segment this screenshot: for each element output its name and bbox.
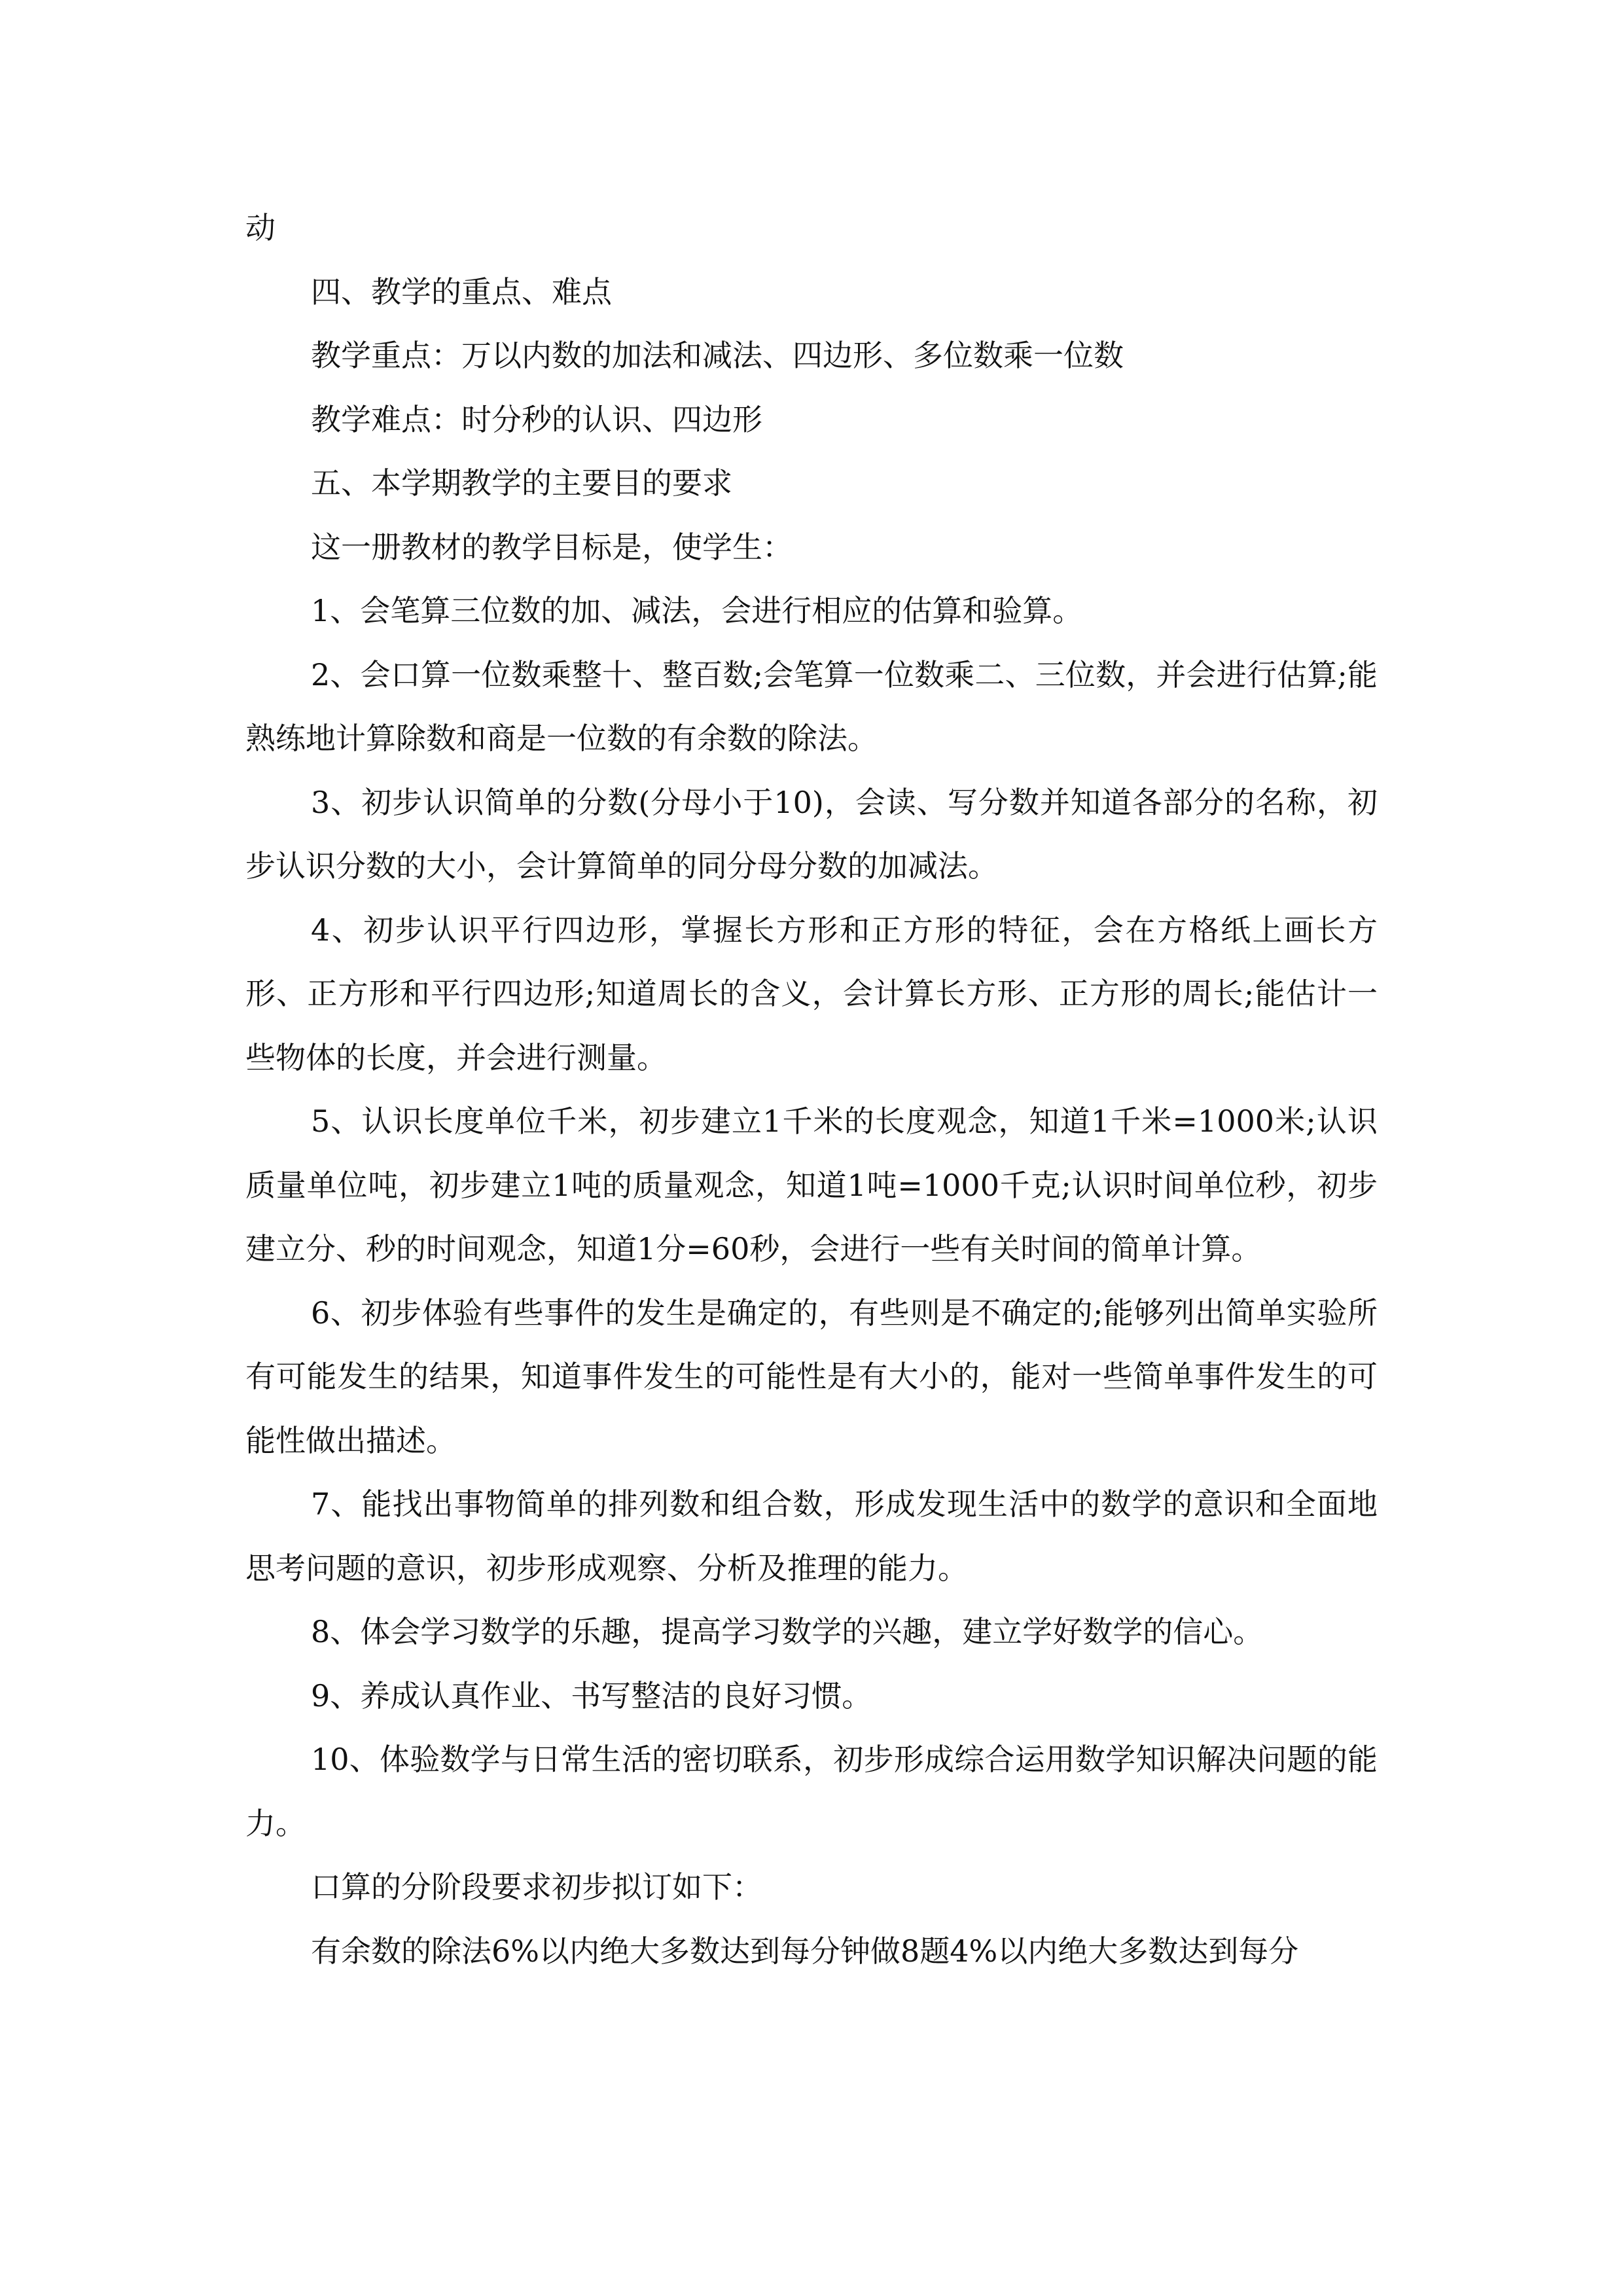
document-page <box>245 196 1378 1983</box>
list-item-objective-6: 6、初步体验有些事件的发生是确定的，有些则是不确定的;能够列出简单实验所有可能发生的结果，知道事件发生的可能性是有大小的，能对一些简单事件发生的可能性做出描述。 <box>245 1295 1378 1458</box>
list-item-objective-5: 5、认识长度单位千米，初步建立1千米的长度观念，知道1千米=1000米;认识质量单位吨，初步建立1吨的质量观念，知道1吨=1000千克;认识时间单位秒，初步建立分、秒的时间观念，知道1分=60秒，会进行一些有关时间的简单计算。 <box>245 1103 1378 1266</box>
list-item-objective-8: 8、体会学习数学的乐趣，提高学习数学的兴趣，建立学好数学的信心。 <box>311 1614 1264 1649</box>
paragraph-teaching-difficulty: 教学难点：时分秒的认识、四边形 <box>311 401 762 437</box>
list-item-objective-10: 10、体验数学与日常生活的密切联系，初步形成综合运用数学知识解决问题的能力。 <box>245 1742 1378 1841</box>
paragraph-oral-calc-division: 有余数的除法6%以内绝大多数达到每分钟做8题4%以内绝大多数达到每分 <box>311 1933 1299 1969</box>
section-heading-objectives: 五、本学期教学的主要目的要求 <box>311 465 732 501</box>
list-item-objective-9: 9、养成认真作业、书写整洁的良好习惯。 <box>311 1677 872 1713</box>
list-item-objective-2: 2、会口算一位数乘整十、整百数;会笔算一位数乘二、三位数，并会进行估算;能熟练地计算除数和商是一位数的有余数的除法。 <box>245 656 1378 756</box>
list-item-objective-3: 3、初步认识简单的分数(分母小于10)，会读、写分数并知道各部分的名称，初步认识分数的大小，会计算简单的同分母分数的加减法。 <box>245 784 1378 884</box>
paragraph-oral-calc-intro: 口算的分阶段要求初步拟订如下： <box>311 1869 762 1905</box>
section-heading-key-points: 四、教学的重点、难点 <box>311 274 612 310</box>
list-item-objective-1: 1、会笔算三位数的加、减法，会进行相应的估算和验算。 <box>311 593 1083 628</box>
list-item-objective-4: 4、初步认识平行四边形，掌握长方形和正方形的特征，会在方格纸上画长方形、正方形和平行四边形;知道周长的含义，会计算长方形、正方形的周长;能估计一些物体的长度，并会进行测量。 <box>245 912 1378 1075</box>
paragraph-continuation: 动 <box>245 210 276 245</box>
paragraph-objectives-intro: 这一册教材的教学目标是，使学生： <box>311 529 793 565</box>
paragraph-teaching-focus: 教学重点：万以内数的加法和减法、四边形、多位数乘一位数 <box>311 338 1124 373</box>
list-item-objective-7: 7、能找出事物简单的排列数和组合数，形成发现生活中的数学的意识和全面地思考问题的意识，初步形成观察、分析及推理的能力。 <box>245 1486 1378 1586</box>
